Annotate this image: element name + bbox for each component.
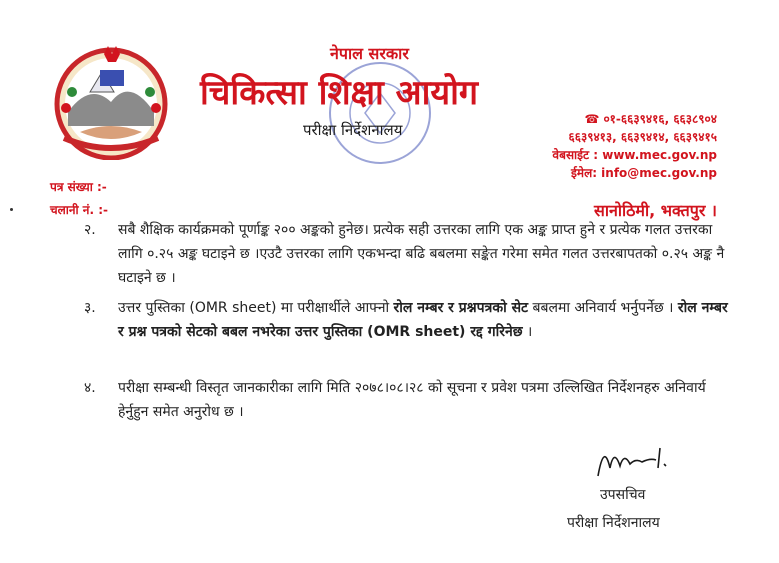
commission-title: चिकित्सा शिक्षा आयोग: [200, 73, 479, 113]
item-number: ४.: [84, 380, 96, 396]
list-item: [84, 218, 734, 290]
emphasis-text: रोल नम्बर र प्रश्नपत्रको सेट: [393, 300, 529, 316]
signatory-role: उपसचिव: [600, 487, 646, 503]
phone-line-1: ☎ ०१-६६३९४१६, ६६३८९०४: [584, 112, 717, 126]
item-text: सबै शैक्षिक कार्यक्रमको पूर्णाङ्क २०० अङ्कको हुनेछ। प्रत्येक सही उत्तरका लागि एक अङ्क प्राप्त हुने र प्रत्येक गलत उत्तरका लागि ०.२५ अङ्क घटाइने छ ।एउटै उत्तरका लागि एकभन्दा बढि बबलमा सङ्केत गरेमा समेत गलत उत्तरबापतको ०.२५ अङ्क नै घटाइने छ ।: [118, 222, 725, 286]
item-text: परीक्षा सम्बन्धी विस्तृत जानकारीका लागि मिति २०७८।०८।२८ को सूचना र प्रवेश पत्रमा उल्लिखित निर्देशनहरु अनिवार्य हेर्नुहुन समेत अनुरोध छ ।: [118, 380, 706, 420]
government-name: नेपाल सरकार: [330, 44, 409, 63]
contact-block: [552, 110, 717, 182]
signatory-department: परीक्षा निर्देशनालय: [567, 515, 660, 531]
list-item: [84, 296, 734, 344]
signature-icon: [590, 438, 680, 484]
email-line: ईमेल: info@mec.gov.np: [571, 166, 717, 180]
department-name: परीक्षा निर्देशनालय: [303, 121, 403, 139]
website-line: वेबसाईट : www.mec.gov.np: [552, 148, 717, 162]
emphasis-text: रोल नम्बर र प्रश्न पत्रको सेटको बबल नभरेका उत्तर पुस्तिका (OMR sheet) रद्द गरिनेछ: [118, 300, 728, 340]
nepal-emblem-icon: [50, 42, 172, 160]
phone-line-2: ६६३९४१३, ६६३९४१४, ६६३९४१५: [568, 130, 717, 144]
place-line: सानोठिमी, भक्तपुर ।: [594, 201, 717, 220]
list-item: [84, 376, 734, 424]
phone-icon: ☎: [584, 112, 600, 126]
item-text: उत्तर पुस्तिका (OMR sheet) मा परीक्षार्थीले आफ्नो रोल नम्बर र प्रश्नपत्रको सेट बबलमा अनिवार्य भर्नुपर्नेछ । रोल नम्बर र प्रश्न पत्रको सेटको बबल नभरेका उत्तर पुस्तिका (OMR sheet) रद्द गरिनेछ ।: [118, 300, 728, 340]
letter-number-label: पत्र संख्या :-: [50, 180, 107, 194]
margin-dot: [10, 208, 13, 211]
item-number: ३.: [84, 300, 96, 316]
dispatch-number-label: चलानी नं. :-: [50, 203, 108, 217]
item-number: २.: [84, 222, 96, 238]
